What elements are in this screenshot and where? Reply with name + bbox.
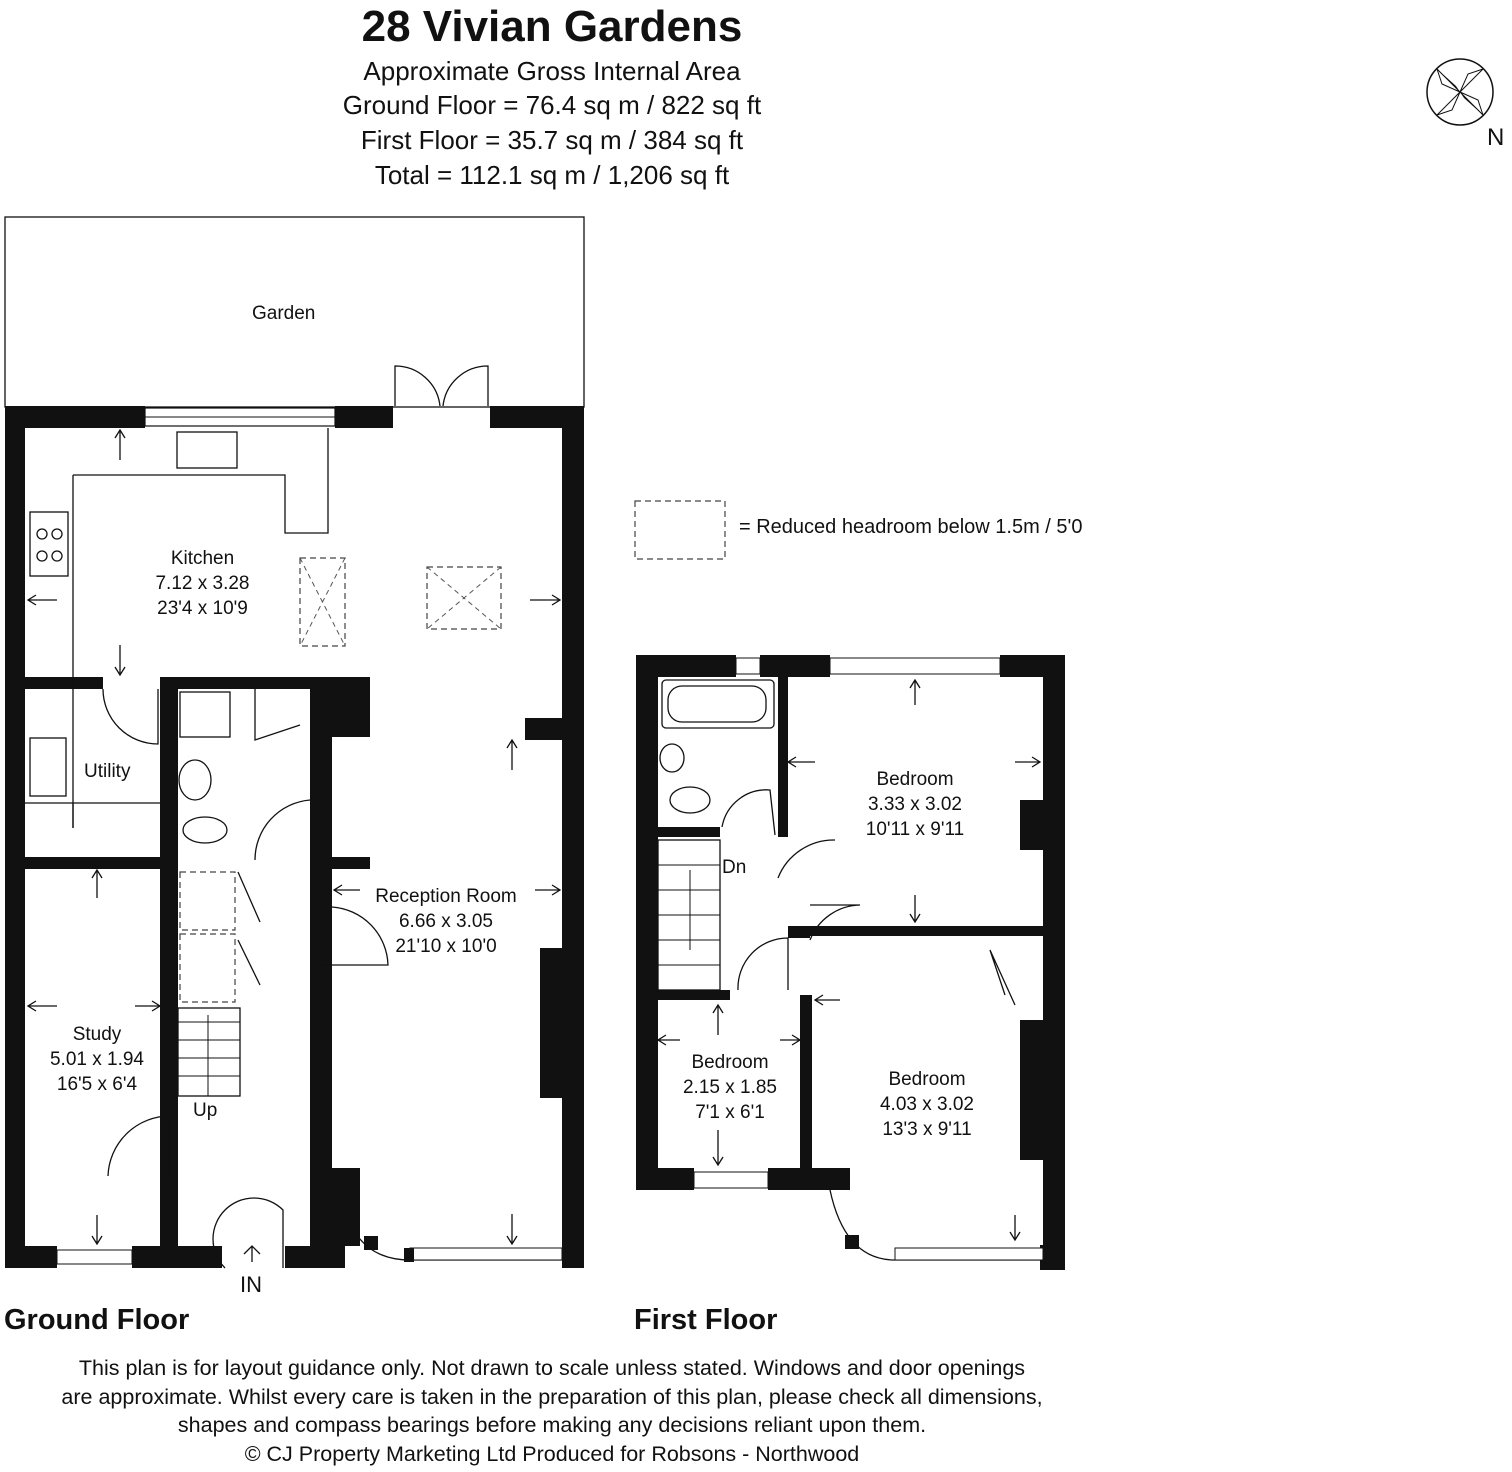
- reception-metric: 6.66 x 3.05: [398, 911, 494, 932]
- disclaimer-line-3: shapes and compass bearings before making any decisions reliant upon them.: [177, 1413, 927, 1437]
- study-imperial: 16'5 x 6'4: [56, 1074, 138, 1095]
- bedroom-front-name: Bedroom: [888, 1069, 966, 1090]
- reception-imperial: 21'10 x 10'0: [395, 936, 497, 957]
- disclaimer: [0, 1354, 1104, 1468]
- compass-north-label: N: [1487, 124, 1505, 151]
- disclaimer-line-1: This plan is for layout guidance only. Not drawn to scale unless stated. Windows and door openings: [78, 1356, 1026, 1380]
- stairs-up-label: Up: [193, 1100, 218, 1121]
- kitchen-label: [140, 546, 265, 621]
- bedroom-rear-name: Bedroom: [876, 769, 954, 790]
- bedroom-small-imperial: 7'1 x 6'1: [695, 1102, 765, 1123]
- disclaimer-line-4: © CJ Property Marketing Ltd Produced for Robsons - Northwood: [244, 1441, 860, 1466]
- kitchen-name: Kitchen: [170, 548, 235, 569]
- entrance-label: IN: [240, 1272, 262, 1297]
- first-floor-area: First Floor = 35.7 sq m / 384 sq ft: [360, 125, 744, 155]
- bedroom-front-label: [852, 1067, 1002, 1142]
- study-metric: 5.01 x 1.94: [49, 1049, 145, 1070]
- reception-label: [360, 884, 532, 959]
- garden-label: Garden: [252, 303, 316, 324]
- kitchen-metric: 7.12 x 3.28: [155, 573, 250, 594]
- bedroom-rear-label: [840, 767, 990, 842]
- kitchen-imperial: 23'4 x 10'9: [157, 598, 248, 619]
- reception-name: Reception Room: [375, 886, 517, 907]
- area-heading: Approximate Gross Internal Area: [363, 56, 741, 86]
- plan-title: 28 Vivian Gardens: [361, 2, 743, 51]
- bedroom-rear-metric: 3.33 x 3.02: [867, 794, 963, 815]
- stairs-down-label: Dn: [722, 857, 747, 878]
- study-label: [36, 1022, 158, 1097]
- ground-floor-area: Ground Floor = 76.4 sq m / 822 sq ft: [342, 90, 762, 120]
- bedroom-front-imperial: 13'3 x 9'11: [882, 1119, 972, 1140]
- legend-text: = Reduced headroom below 1.5m / 5'0: [739, 516, 1083, 538]
- first-floor-plan: [630, 650, 1070, 1275]
- study-name: Study: [72, 1024, 122, 1045]
- bedroom-small-name: Bedroom: [691, 1052, 769, 1073]
- bedroom-rear-imperial: 10'11 x 9'11: [865, 819, 965, 840]
- ground-floor-plan: [0, 210, 600, 1300]
- bedroom-front-metric: 4.03 x 3.02: [879, 1094, 975, 1115]
- disclaimer-line-2: are approximate. Whilst every care is taken in the preparation of this plan, please check all dimensions,: [61, 1384, 1043, 1409]
- ground-floor-label: Ground Floor: [4, 1304, 190, 1336]
- bedroom-small-metric: 2.15 x 1.85: [682, 1077, 778, 1098]
- total-area: Total = 112.1 sq m / 1,206 sq ft: [374, 160, 730, 190]
- utility-label: Utility: [84, 761, 131, 782]
- first-floor-label: First Floor: [634, 1304, 778, 1336]
- reduced-headroom-legend-box: [630, 496, 730, 566]
- bedroom-small-label: [660, 1050, 800, 1125]
